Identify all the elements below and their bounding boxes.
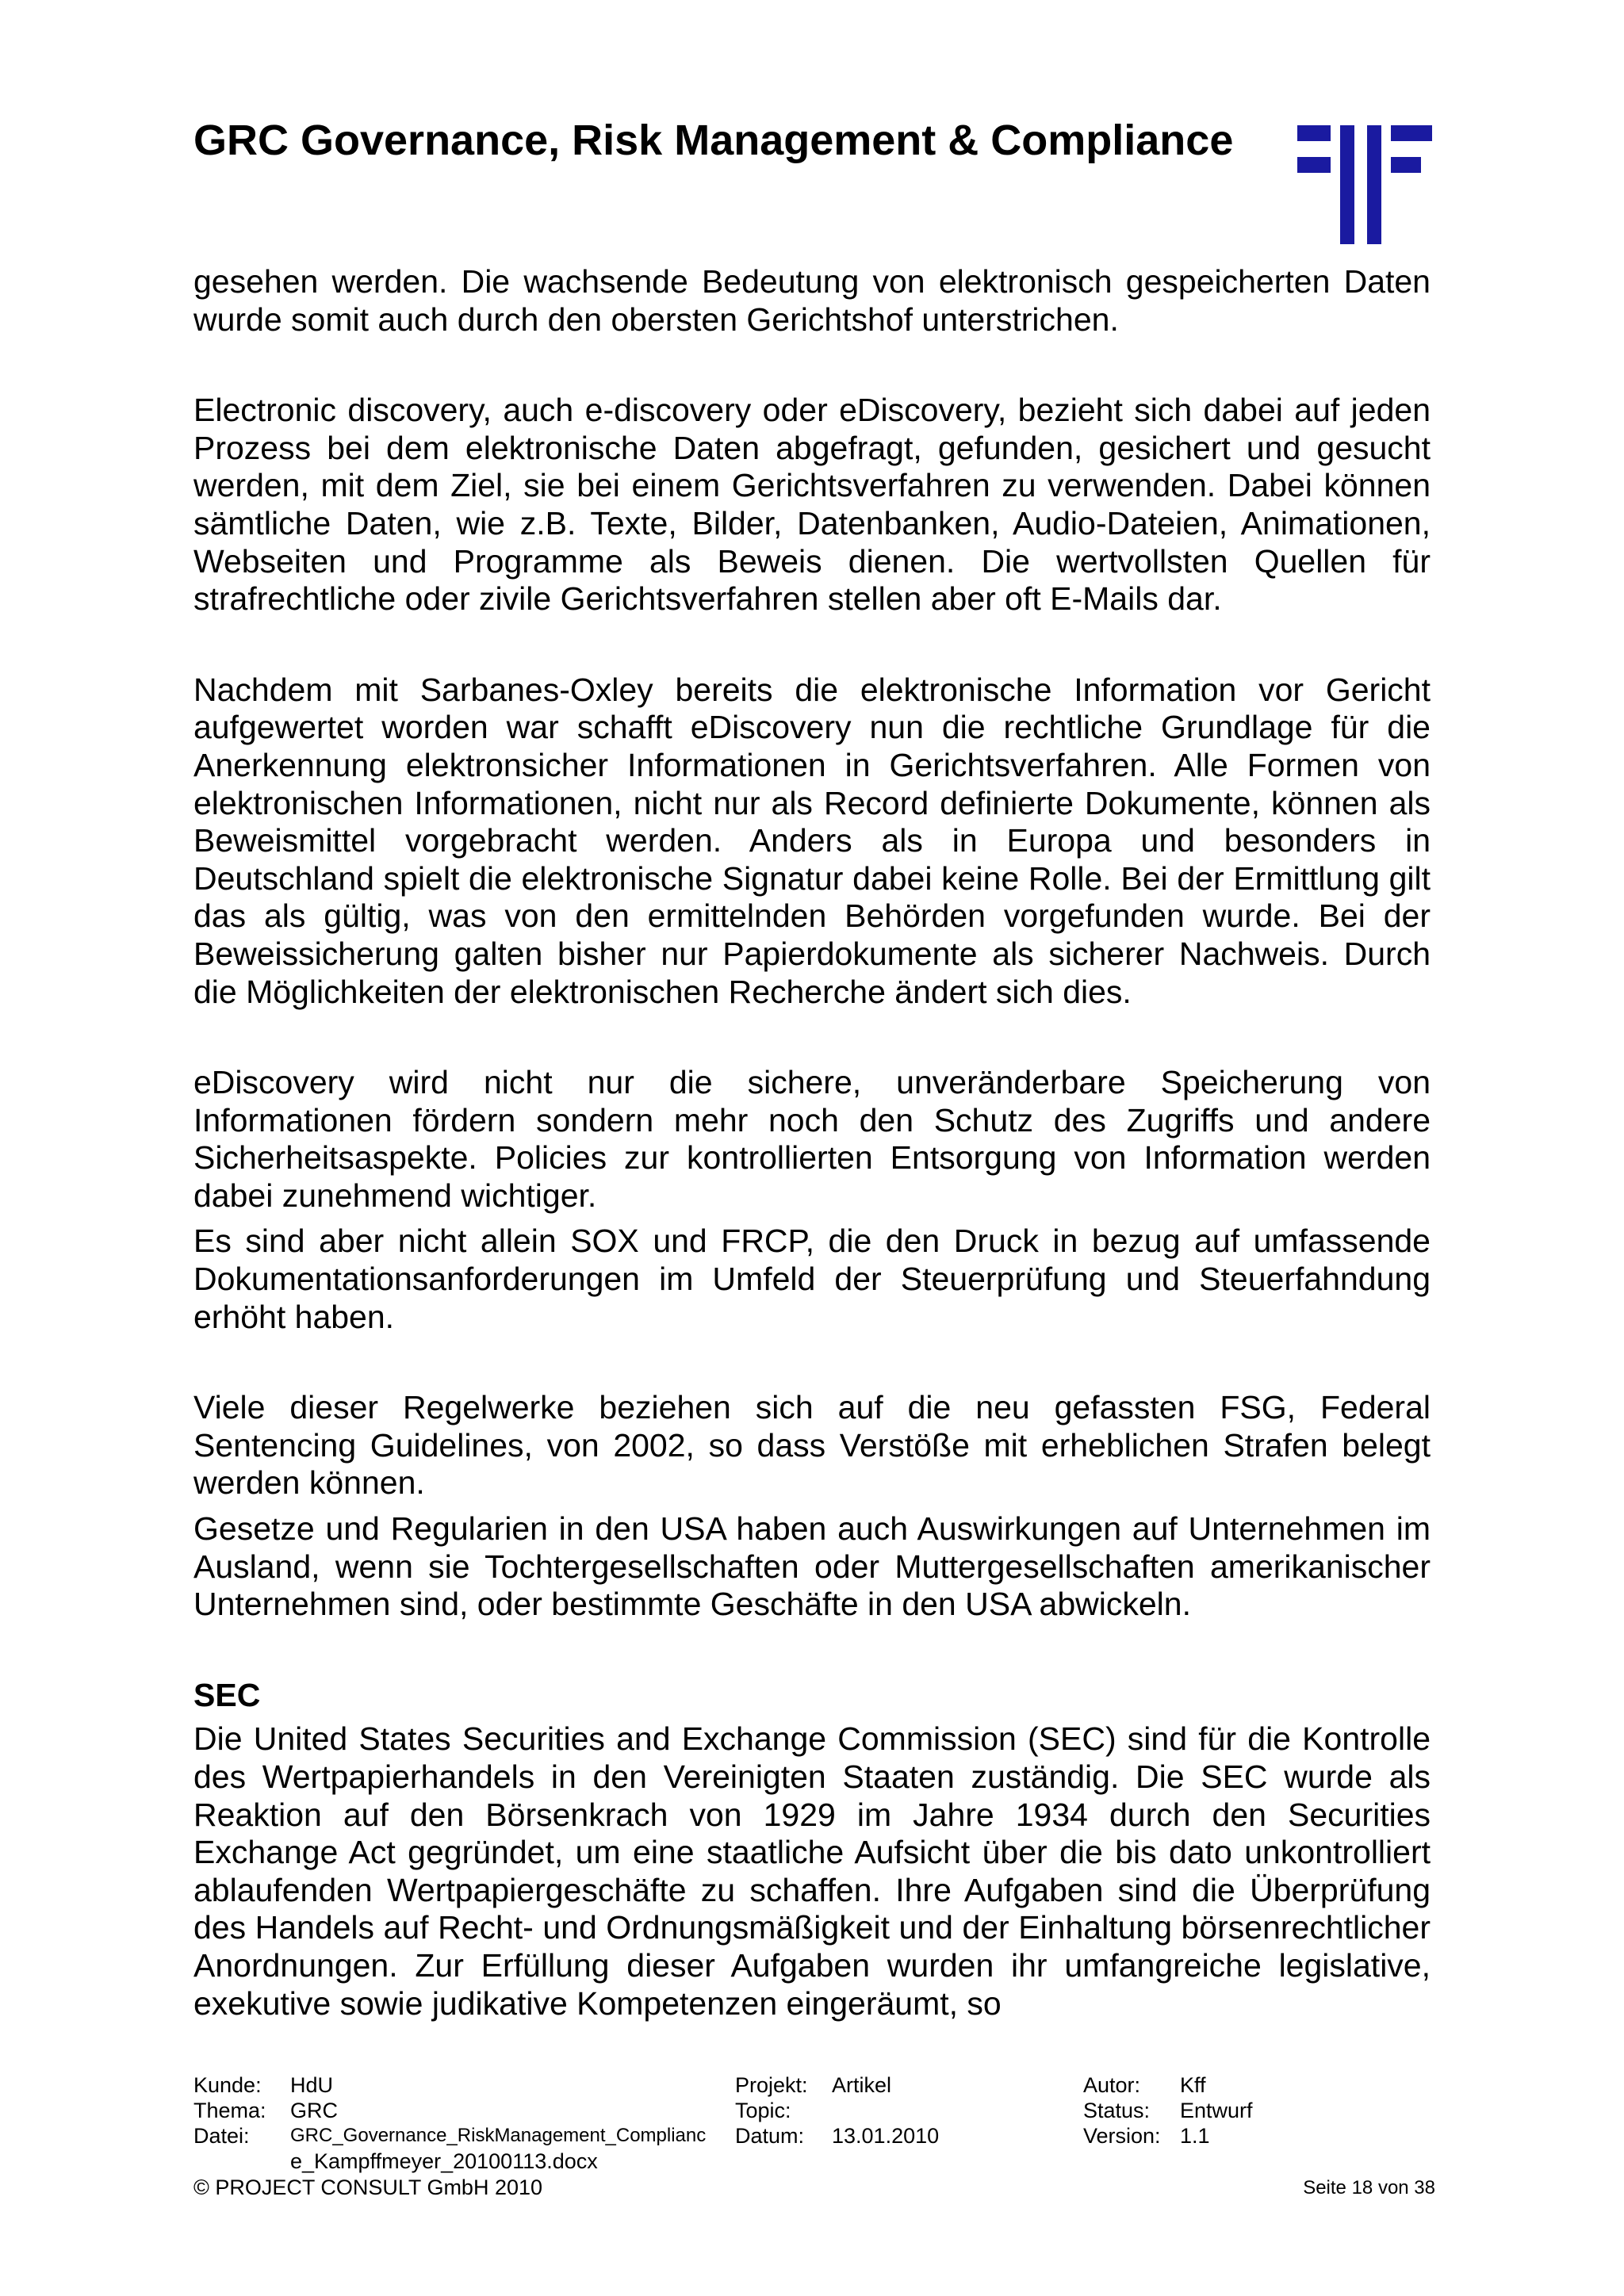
meta-thema: GRC	[290, 2099, 338, 2122]
meta-label: Topic:	[735, 2099, 791, 2122]
paragraph: Nachdem mit Sarbanes-Oxley bereits die elektronische Information vor Gericht aufgewertet worden war schafft eDiscovery nun die rechtliche Grundlage für die Anerkennung elektronsicher Informationen in Gerichtsverfahren. Alle Formen von elektronischen Informationen, nicht nur als Record definierte Dokumente, können als Beweismittel vorgebracht werden. Anders als in Europa und besonders in Deutschland spielt die elektronische Signatur dabei keine Rolle. Bei der Ermittlung gilt das als gültig, was von den ermittelnden Behörden vorgefunden wurde. Bei der Beweissicherung galten bisher nur Papierdokumente als sicherer Nachweis. Durch die Möglichkeiten der elektronischen Recherche ändert sich dies.	[193, 671, 1431, 1010]
meta-autor: Kff	[1180, 2073, 1206, 2097]
meta-label: Datei:	[193, 2124, 250, 2148]
paragraph: Es sind aber nicht allein SOX und FRCP, die den Druck in bezug auf umfassende Dokumentationsanforderungen im Umfeld der Steuerprüfung und Steuerfahndung erhöht haben.	[193, 1223, 1431, 1335]
paragraph: eDiscovery wird nicht nur die sichere, unveränderbare Speicherung von Informationen fördern sondern mehr noch den Schutz des Zugriffs und andere Sicherheitsaspekte. Policies zur kontrollierten Entsorgung von Information werden dabei zunehmend wichtiger.	[193, 1064, 1431, 1214]
meta-label: Datum:	[735, 2124, 805, 2148]
meta-label: Kunde:	[193, 2073, 262, 2097]
paragraph: Gesetze und Regularien in den USA haben auch Auswirkungen auf Unternehmen im Ausland, wenn sie Tochtergesellschaften oder Muttergesellschaften amerikanischer Unternehmen sind, oder bestimmte Geschäfte in den USA abwickeln.	[193, 1510, 1431, 1623]
meta-status: Entwurf	[1180, 2099, 1253, 2122]
document-title: GRC Governance, Risk Management & Compliance	[193, 117, 1234, 164]
paragraph: Viele dieser Regelwerke beziehen sich auf die neu gefassten FSG, Federal Sentencing Guidelines, von 2002, so dass Verstöße mit erheblichen Strafen belegt werden können.	[193, 1389, 1431, 1502]
project-consult-logo-icon	[1297, 125, 1432, 244]
meta-projekt: Artikel	[832, 2073, 892, 2097]
meta-datei-continued: e_Kampffmeyer_20100113.docx	[290, 2149, 598, 2173]
meta-datum: 13.01.2010	[832, 2124, 940, 2148]
section-heading-sec: SEC	[193, 1676, 261, 1713]
footer-page-number: Seite 18 von 38	[1303, 2177, 1435, 2198]
meta-column-right	[1083, 2072, 1253, 2149]
meta-label: Projekt:	[735, 2073, 808, 2097]
body-text	[193, 263, 1431, 2022]
meta-label: Autor:	[1083, 2073, 1141, 2097]
paragraph: Electronic discovery, auch e-discovery oder eDiscovery, bezieht sich dabei auf jeden Prozess bei dem elektronische Daten abgefragt, gefunden, gesichert und gesucht werden, mit dem Ziel, sie bei einem Gerichtsverfahren zu verwenden. Dabei können sämtliche Daten, wie z.B. Texte, Bilder, Datenbanken, Audio-Dateien, Animationen, Webseiten und Programme als Beweis dienen. Die wertvollsten Quellen für strafrechtliche oder zivile Gerichtsverfahren stellen aber oft E-Mails dar.	[193, 392, 1431, 618]
meta-column-left	[193, 2072, 706, 2174]
meta-label: Version:	[1083, 2124, 1161, 2148]
meta-version: 1.1	[1180, 2124, 1210, 2148]
meta-column-middle	[735, 2072, 939, 2149]
paragraph: Die United States Securities and Exchange Commission (SEC) sind für die Kontrolle des Wertpapierhandels in den Vereinigten Staaten zuständig. Die SEC wurde als Reaktion auf den Börsenkrach von 1929 im Jahre 1934 durch den Securities Exchange Act gegründet, um eine staatliche Aufsicht über die bis dato unkontrolliert ablaufenden Wertpapiergeschäfte zu schaffen. Ihre Aufgaben sind die Überprüfung des Handels auf Recht- und Ordnungsmäßigkeit und der Einhaltung börsenrechtlicher Anordnungen. Zur Erfüllung dieser Aufgaben wurden ihr umfangreiche legislative, exekutive sowie judikative Kompetenzen eingeräumt, so	[193, 1720, 1431, 2022]
paragraph: gesehen werden. Die wachsende Bedeutung von elektronisch gespeicherten Daten wurde somit auch durch den obersten Gerichtshof unterstrichen.	[193, 263, 1431, 338]
meta-label: Status:	[1083, 2099, 1151, 2122]
meta-kunde: HdU	[290, 2073, 334, 2097]
meta-datei: GRC_Governance_RiskManagement_Complianc	[290, 2125, 707, 2146]
meta-label: Thema:	[193, 2099, 266, 2122]
footer-copyright: © PROJECT CONSULT GmbH 2010	[193, 2175, 543, 2199]
